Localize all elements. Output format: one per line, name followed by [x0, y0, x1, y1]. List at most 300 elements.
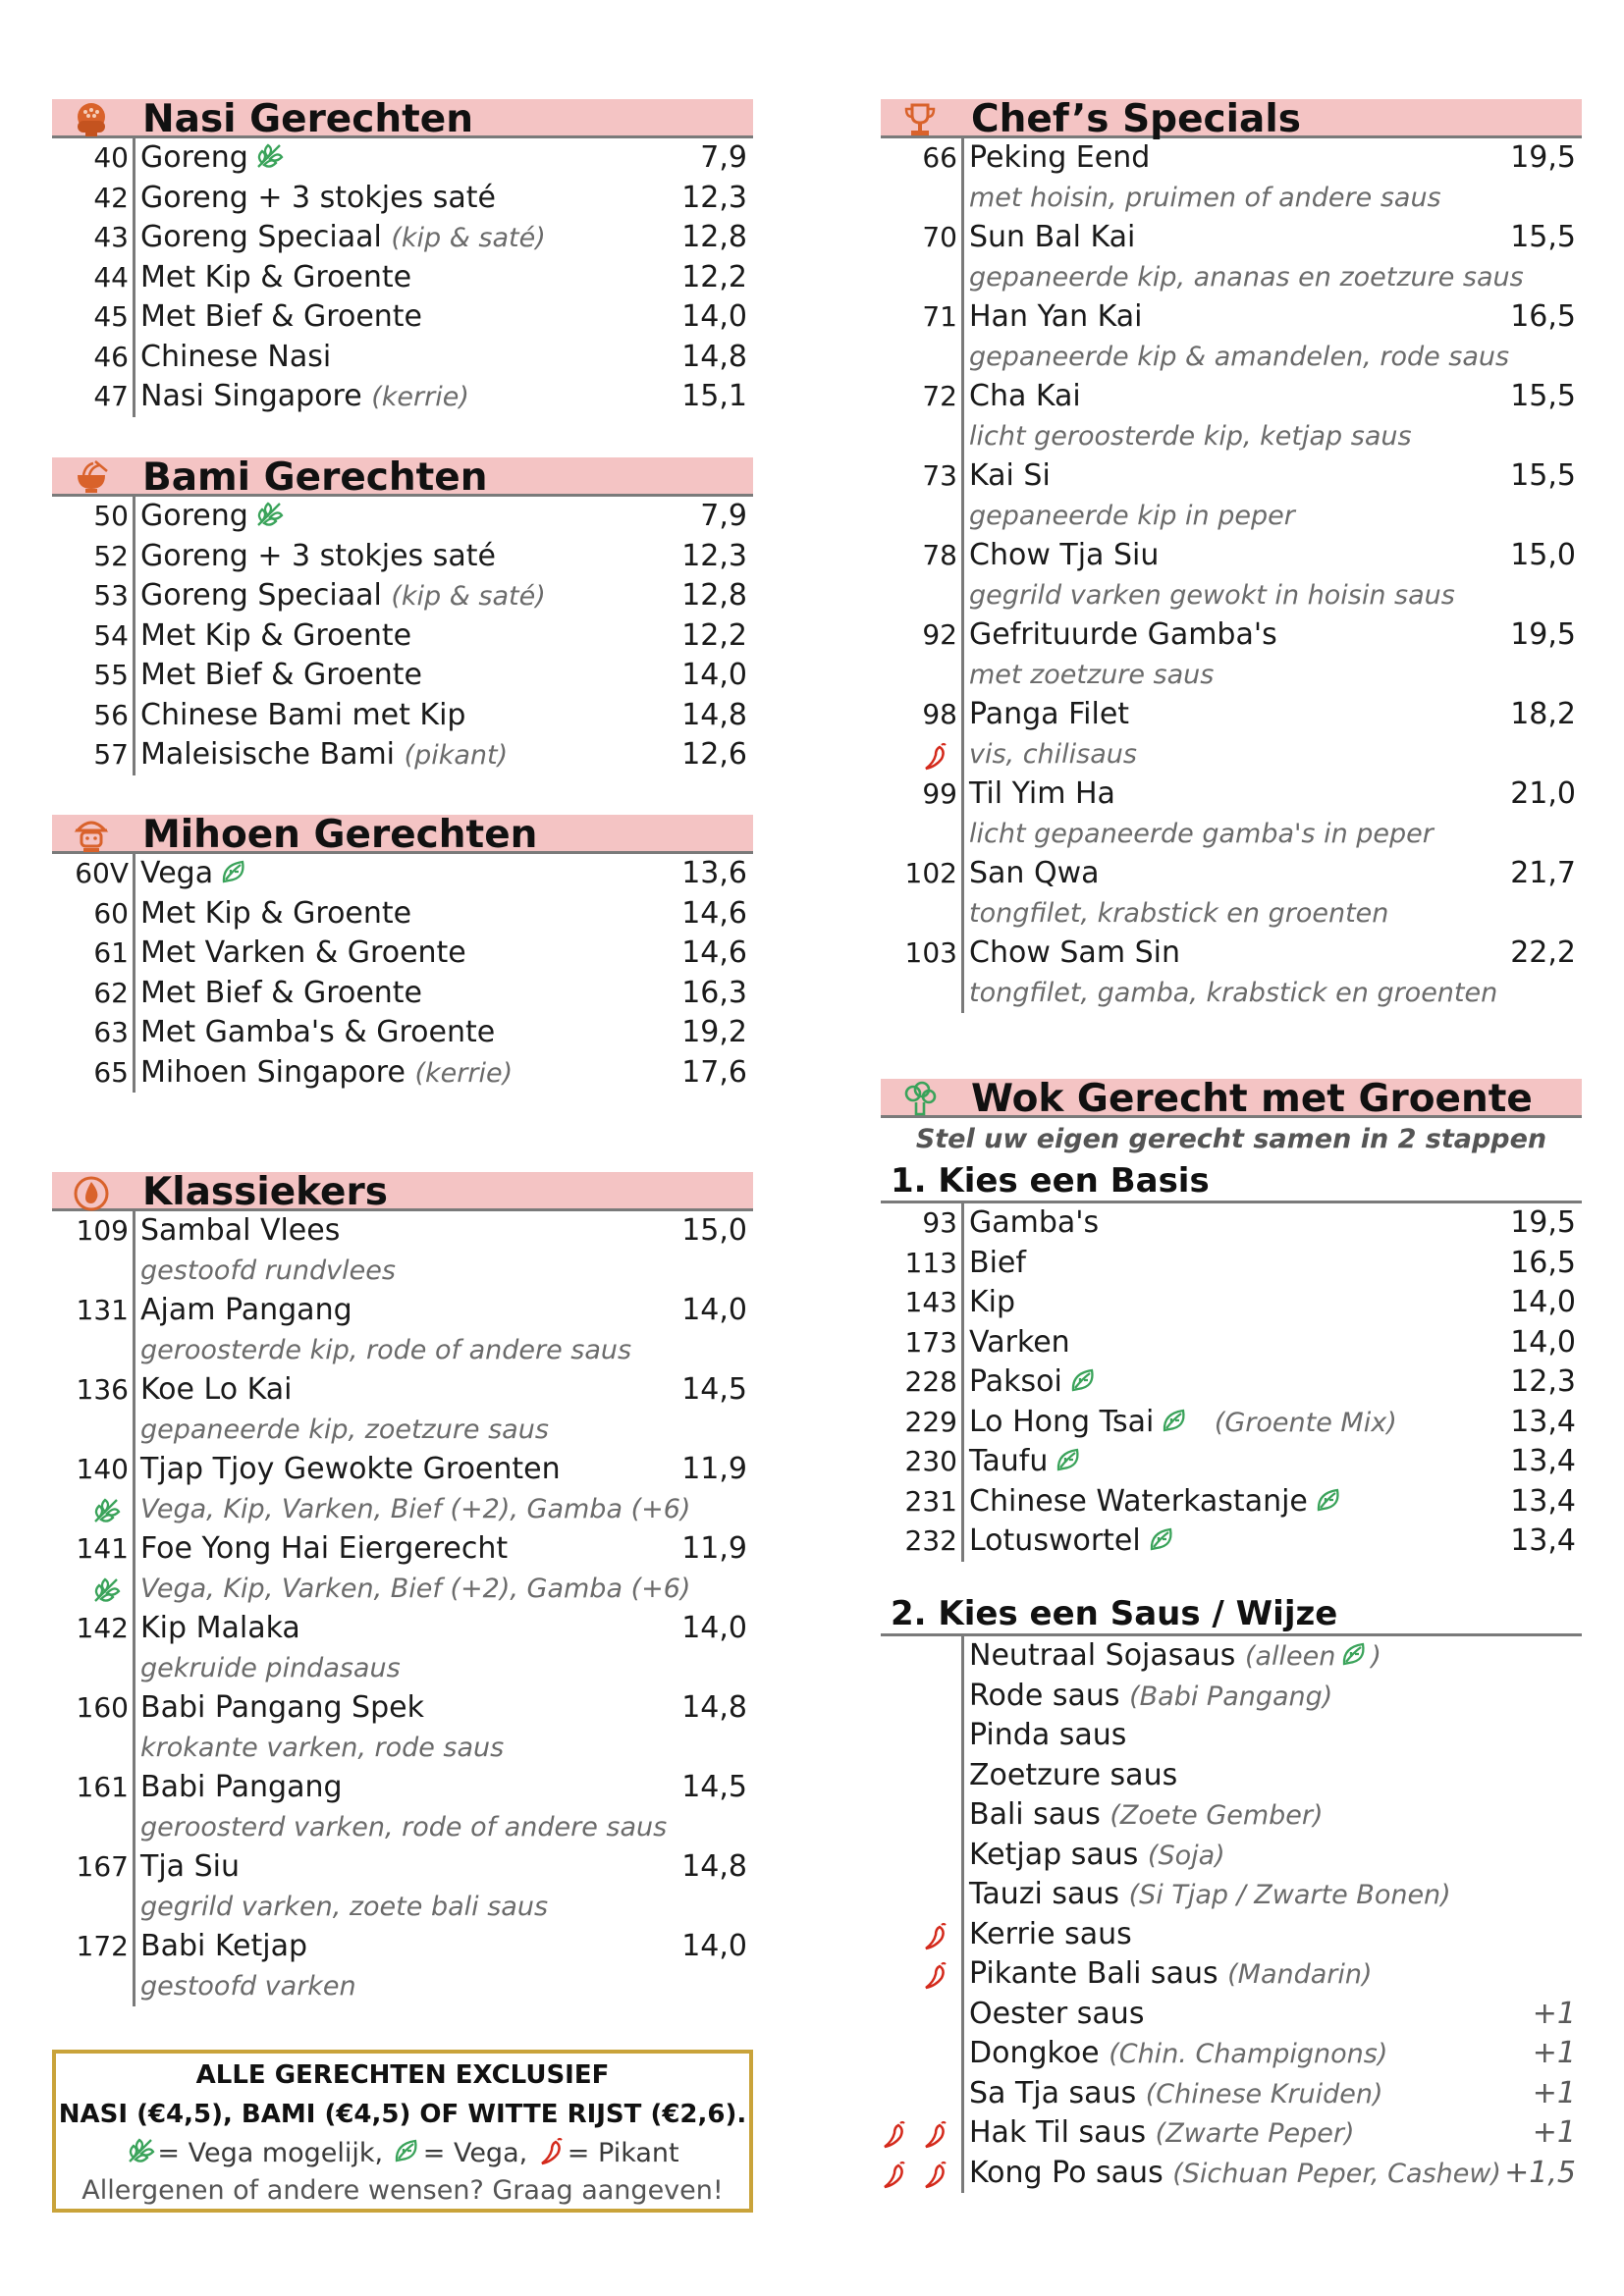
vega-possible-icon	[254, 500, 284, 529]
item-number: 43	[93, 221, 129, 253]
column-divider	[961, 1203, 964, 1562]
sauce-name	[969, 1915, 1132, 1955]
item-price: 14,0	[1510, 1324, 1576, 1360]
item-name: Han Yan Kai	[969, 299, 1143, 334]
item-name	[969, 1442, 1083, 1482]
item-number: 54	[93, 618, 129, 652]
item-price: 17,6	[681, 1054, 747, 1090]
item-name: Babi Pangang	[140, 1770, 343, 1804]
sauce-note: (Sichuan Peper, Cashew)	[1172, 2158, 1501, 2189]
menu-item	[52, 1013, 753, 1053]
menu-item	[52, 735, 753, 775]
item-price: 13,4	[1510, 1523, 1576, 1558]
section-title: Nasi Gerechten	[142, 97, 474, 141]
item-number: 173	[904, 1325, 957, 1359]
item-number: 99	[922, 777, 957, 810]
menu-item	[881, 138, 1582, 179]
item-price: 13,6	[681, 856, 747, 890]
menu-item	[52, 854, 753, 894]
sauce-item	[881, 2154, 1582, 2194]
sauce-note: (Zwarte Peper)	[1155, 2118, 1355, 2149]
section-title: Wok Gerecht met Groente	[971, 1077, 1533, 1121]
item-description-row	[52, 1570, 753, 1610]
menu-item	[881, 1203, 1582, 1244]
item-price: 15,0	[1510, 538, 1576, 572]
item-price: 14,5	[681, 1372, 747, 1407]
item-name-text: Chinese Nasi	[140, 339, 332, 374]
sauce-note: (Chinese Kruiden)	[1145, 2078, 1383, 2109]
menu-item	[52, 1291, 753, 1331]
item-description-row	[52, 1888, 753, 1928]
item-price: 18,2	[1510, 697, 1576, 731]
sauce-name-text: Dongkoe	[969, 2036, 1100, 2070]
menu-item	[52, 338, 753, 378]
sauce-item	[881, 1677, 1582, 1717]
item-price: 21,7	[1510, 856, 1576, 890]
broccoli-icon	[900, 1081, 940, 1118]
item-name: Ajam Pangang	[140, 1293, 352, 1327]
item-name: Sun Bal Kai	[969, 220, 1136, 254]
item-number: 42	[93, 181, 129, 214]
item-number: 71	[922, 300, 957, 333]
item-number: 141	[76, 1532, 129, 1565]
notice-line-2: NASI (€4,5), BAMI (€4,5) OF WITTE RIJST (€2,6).	[58, 2100, 747, 2129]
item-number: 45	[93, 300, 129, 333]
item-price: 13,4	[1510, 1483, 1576, 1519]
menu-item	[52, 1370, 753, 1411]
item-description-row	[881, 815, 1582, 855]
item-number: 50	[93, 500, 129, 532]
item-price: 12,6	[681, 737, 747, 772]
item-description-row	[881, 735, 1582, 775]
item-name-text: Chinese Waterkastanje	[969, 1483, 1308, 1519]
sauce-name	[969, 2074, 1383, 2115]
sauce-name	[969, 2154, 1501, 2195]
item-price: 12,2	[681, 259, 747, 294]
item-name	[140, 258, 411, 298]
item-name-text: Chinese Bami met Kip	[140, 697, 466, 732]
sauce-item	[881, 1915, 1582, 1955]
item-name-text: Nasi Singapore	[140, 379, 362, 413]
item-name: Sambal Vlees	[140, 1213, 341, 1248]
item-description: krokante varken, rode saus	[140, 1732, 505, 1763]
item-description: licht gepaneerde gamba's in peper	[969, 818, 1434, 849]
chili-icon	[879, 2160, 908, 2189]
item-name-text: Goreng Speciaal	[140, 220, 382, 254]
menu-item	[881, 774, 1582, 815]
item-name-text: Met Kip & Groente	[140, 895, 412, 931]
item-name	[140, 179, 496, 219]
vega-possible-icon	[91, 1575, 121, 1605]
item-price: 12,3	[1510, 1364, 1576, 1399]
item-price: 16,5	[1510, 1245, 1576, 1280]
item-description-row	[52, 1967, 753, 2007]
menu-item	[52, 1450, 753, 1490]
item-note: (kerrie)	[371, 382, 469, 412]
menu-item	[52, 656, 753, 696]
item-description-row	[881, 974, 1582, 1014]
item-price: 15,5	[1510, 379, 1576, 413]
item-price: 14,0	[681, 1611, 747, 1645]
item-name: Chow Tja Siu	[969, 538, 1160, 572]
sauce-note: (Mandarin)	[1227, 1959, 1373, 1990]
vega-icon	[1054, 1445, 1083, 1474]
item-description: Vega, Kip, Varken, Bief (+2), Gamba (+6)	[140, 1573, 691, 1604]
item-number: 109	[76, 1214, 129, 1247]
item-name: Chow Sam Sin	[969, 935, 1180, 970]
item-price: 14,0	[681, 299, 747, 334]
item-price: 14,0	[681, 1293, 747, 1327]
item-number: 140	[76, 1453, 129, 1485]
item-number: 47	[93, 380, 129, 412]
item-price: 14,6	[681, 935, 747, 970]
item-name	[969, 1482, 1343, 1522]
menu-item	[881, 1323, 1582, 1363]
item-name	[140, 656, 422, 696]
item-description-row	[881, 258, 1582, 298]
sauce-surcharge: +1	[1532, 2036, 1576, 2070]
step1-heading: 1. Kies een Basis	[881, 1161, 1582, 1203]
item-name: Tja Siu	[140, 1849, 240, 1884]
menu-item	[52, 1609, 753, 1649]
column-divider	[133, 497, 135, 775]
sauce-surcharge: +1,5	[1504, 2155, 1576, 2190]
item-price: 22,2	[1510, 935, 1576, 970]
sauce-name-text: Tauzi saus	[969, 1877, 1120, 1911]
item-name-text: Mihoen Singapore	[140, 1054, 406, 1090]
menu-item	[52, 1053, 753, 1094]
vega-icon	[1339, 1639, 1369, 1669]
sauce-name-text: Sa Tja saus	[969, 2075, 1137, 2110]
section-header	[881, 97, 1582, 141]
sauce-name-text: Ketjap saus	[969, 1837, 1139, 1872]
item-name	[140, 934, 466, 974]
item-note: (Groente Mix)	[1214, 1407, 1397, 1438]
item-number: 167	[76, 1850, 129, 1883]
item-name-text: Gamba's	[969, 1205, 1100, 1240]
item-name	[140, 974, 422, 1014]
menu-item	[52, 1927, 753, 1967]
section-title: Klassiekers	[142, 1170, 388, 1214]
item-name: Babi Pangang Spek	[140, 1690, 424, 1725]
item-number: 228	[904, 1365, 957, 1398]
item-name-text: Kip	[969, 1285, 1016, 1319]
item-description: gestoofd varken	[140, 1970, 356, 2002]
item-number: 78	[922, 539, 957, 571]
item-description: gepaneerde kip & amandelen, rode saus	[969, 341, 1510, 372]
item-description: gepaneerde kip, zoetzure saus	[140, 1414, 549, 1445]
vega-icon	[1160, 1406, 1189, 1435]
item-name	[140, 297, 422, 338]
item-list	[52, 138, 753, 417]
notice-line-1: ALLE GERECHTEN EXCLUSIEF	[195, 2060, 610, 2090]
item-price: 19,5	[1510, 140, 1576, 175]
item-name-text: Paksoi	[969, 1364, 1062, 1399]
sauce-item	[881, 1795, 1582, 1836]
item-name	[969, 1203, 1099, 1244]
menu-item	[52, 258, 753, 298]
menu-item	[881, 1522, 1582, 1562]
item-number: 160	[76, 1691, 129, 1724]
menu-item	[881, 1283, 1582, 1323]
vega-possible-icon	[91, 1496, 121, 1525]
item-price: 21,0	[1510, 776, 1576, 811]
item-name	[140, 854, 248, 894]
menu-item	[881, 934, 1582, 974]
notice-box	[52, 2050, 753, 2213]
rice-bowl-icon	[72, 101, 111, 138]
item-price: 19,5	[1510, 1205, 1576, 1240]
item-name-text: Met Bief & Groente	[140, 658, 423, 692]
menu-item	[52, 138, 753, 179]
item-number: 93	[922, 1206, 957, 1239]
section-title: Chef’s Specials	[971, 97, 1301, 141]
item-price: 15,1	[681, 379, 747, 413]
menu-item	[52, 297, 753, 338]
item-price: 12,2	[681, 617, 747, 653]
noodle-bowl-icon	[72, 459, 111, 497]
menu-item	[52, 576, 753, 616]
item-description: met zoetzure saus	[969, 659, 1215, 690]
menu-item	[52, 179, 753, 219]
item-price: 12,3	[681, 180, 747, 215]
vega-possible-icon	[126, 2136, 155, 2165]
item-name: Cha Kai	[969, 379, 1081, 413]
item-name: Tjap Tjoy Gewokte Groenten	[140, 1452, 561, 1486]
item-description-row	[52, 1649, 753, 1689]
item-price: 14,8	[681, 1849, 747, 1884]
item-price: 13,4	[1510, 1404, 1576, 1439]
sauce-name	[969, 2034, 1387, 2075]
item-number: 72	[922, 380, 957, 412]
section-header	[52, 813, 753, 857]
sauce-name-text: Kerrie saus	[969, 1916, 1132, 1951]
item-description-row	[52, 1490, 753, 1530]
item-number: 230	[904, 1445, 957, 1477]
menu-item	[881, 456, 1582, 497]
item-name-text: Taufu	[969, 1444, 1049, 1478]
sauce-surcharge: +1	[1532, 2075, 1576, 2110]
item-description-row	[881, 179, 1582, 219]
menu-item	[881, 695, 1582, 735]
item-number: 60V	[75, 857, 129, 889]
chili-icon	[920, 1921, 949, 1950]
item-note: (pikant)	[404, 740, 509, 771]
item-price: 19,2	[681, 1015, 747, 1049]
item-number: 60	[93, 896, 129, 930]
sauce-note: (Chin. Champignons)	[1109, 2039, 1388, 2069]
item-description: licht geroosterde kip, ketjap saus	[969, 420, 1412, 452]
item-name-text: Met Kip & Groente	[140, 617, 412, 653]
chili-icon	[920, 741, 949, 771]
vega-possible-icon	[254, 141, 284, 171]
item-description: gekruide pindasaus	[140, 1652, 401, 1683]
item-name: Koe Lo Kai	[140, 1372, 293, 1407]
sauce-item	[881, 2034, 1582, 2074]
item-number: 98	[922, 698, 957, 730]
sauce-name	[969, 1875, 1451, 1916]
menu-item	[881, 1362, 1582, 1403]
item-name: Foe Yong Hai Eiergerecht	[140, 1531, 509, 1566]
item-name-text: Goreng	[140, 140, 248, 175]
menu-item	[52, 1688, 753, 1729]
item-name	[140, 138, 284, 179]
item-number: 62	[93, 976, 129, 1009]
item-price: 14,8	[681, 1690, 747, 1725]
item-description-row	[881, 417, 1582, 457]
sauce-surcharge: +1	[1532, 1996, 1576, 2031]
menu-item	[881, 1244, 1582, 1284]
menu-item	[52, 218, 753, 258]
vega-icon	[219, 857, 248, 886]
item-name-text: Maleisische Bami	[140, 737, 396, 772]
item-number: 172	[76, 1930, 129, 1962]
section-nasi	[52, 99, 753, 417]
menu-item	[881, 1442, 1582, 1482]
item-description: Vega, Kip, Varken, Bief (+2), Gamba (+6)	[140, 1493, 691, 1524]
section-chef	[881, 99, 1582, 1013]
legend-vega: = Vega,	[422, 2138, 528, 2168]
sauce-name	[969, 1756, 1177, 1796]
item-name	[140, 576, 546, 617]
sauce-item	[881, 2074, 1582, 2114]
sauce-name	[969, 1995, 1144, 2035]
item-name: San Qwa	[969, 856, 1100, 890]
item-number: 44	[93, 260, 129, 294]
sauce-item	[881, 1756, 1582, 1796]
item-name-text: Vega	[140, 856, 214, 890]
item-name	[140, 218, 546, 259]
item-name	[969, 1403, 1397, 1444]
section-header	[881, 1077, 1582, 1121]
item-name	[140, 338, 331, 378]
item-number: 113	[904, 1246, 957, 1279]
section-title: Mihoen Gerechten	[142, 813, 538, 857]
legend-vega-possible: = Vega mogelijk,	[157, 2138, 384, 2168]
menu-item	[881, 854, 1582, 894]
menu-item	[52, 1211, 753, 1252]
item-price: 12,8	[681, 578, 747, 613]
item-description: gegrild varken gewokt in hoisin saus	[969, 579, 1455, 611]
item-name-text: Bief	[969, 1245, 1026, 1280]
chili-icon	[920, 2119, 949, 2149]
item-description: tongfilet, gamba, krabstick en groenten	[969, 977, 1498, 1008]
item-number: 131	[76, 1294, 129, 1326]
item-number: 232	[904, 1524, 957, 1557]
menu-item	[52, 616, 753, 657]
sauce-item	[881, 1875, 1582, 1915]
item-number: 61	[93, 936, 129, 969]
vega-icon	[1147, 1524, 1176, 1554]
sauce-note: (alleen	[1244, 1641, 1336, 1672]
item-name-text: Goreng + 3 stokjes saté	[140, 538, 496, 573]
item-description-row	[52, 1252, 753, 1292]
sauce-item	[881, 2113, 1582, 2154]
item-number: 136	[76, 1373, 129, 1406]
item-name	[140, 1013, 495, 1053]
sauce-name	[969, 1636, 1381, 1678]
item-name	[969, 1522, 1176, 1562]
menu-item	[52, 894, 753, 934]
column-divider	[133, 138, 135, 417]
menu-item	[881, 1482, 1582, 1522]
vega-icon	[1068, 1365, 1098, 1395]
item-name-text: Met Kip & Groente	[140, 259, 412, 294]
menu-item	[881, 377, 1582, 417]
notice-line-4: Allergenen of andere wensen? Graag aangeven!	[81, 2175, 724, 2206]
item-name: Panga Filet	[969, 697, 1130, 731]
sauce-name	[969, 1836, 1225, 1877]
item-price: 14,0	[1510, 1285, 1576, 1319]
menu-item	[881, 218, 1582, 258]
item-name	[969, 1323, 1070, 1363]
item-name-text: Goreng	[140, 499, 248, 533]
sauce-name	[969, 1954, 1373, 1996]
item-price: 19,5	[1510, 617, 1576, 652]
menu-item	[52, 497, 753, 537]
section-wok	[881, 1077, 1582, 2190]
item-description: gepaneerde kip in peper	[969, 500, 1295, 531]
item-number: 103	[904, 936, 957, 969]
item-number: 63	[93, 1016, 129, 1048]
item-list	[52, 1211, 753, 2006]
trophy-icon	[900, 101, 940, 138]
item-price: 11,9	[681, 1531, 747, 1566]
item-number: 66	[922, 141, 957, 174]
item-number: 65	[93, 1055, 129, 1089]
item-description-row	[881, 338, 1582, 378]
item-name	[140, 735, 508, 776]
item-name: Til Yim Ha	[969, 776, 1115, 811]
item-price: 14,8	[681, 339, 747, 374]
chili-icon	[536, 2136, 566, 2165]
item-name	[140, 497, 284, 537]
sauce-name-text: Oester saus	[969, 1996, 1145, 2031]
sauce-note-end: )	[1371, 1641, 1381, 1672]
item-name: Kai Si	[969, 458, 1051, 493]
column-divider	[133, 1211, 135, 2006]
item-name-text: Met Bief & Groente	[140, 975, 423, 1010]
sauce-item	[881, 1836, 1582, 1876]
item-price: 14,6	[681, 895, 747, 931]
sauce-name	[969, 2113, 1355, 2155]
item-number: 53	[93, 579, 129, 612]
item-note: (kip & saté)	[391, 223, 546, 253]
item-name-text: Lo Hong Tsai	[969, 1404, 1155, 1439]
legend-spicy: = Pikant	[567, 2138, 679, 2168]
item-number: 143	[904, 1286, 957, 1318]
sauce-list	[881, 1636, 1582, 2193]
item-name	[140, 696, 465, 736]
wok-subtitle: Stel uw eigen gerecht samen in 2 stappen	[915, 1124, 1547, 1154]
item-name-text: Met Bief & Groente	[140, 299, 423, 334]
item-price: 15,0	[681, 1213, 747, 1248]
item-description: met hoisin, pruimen of andere saus	[969, 182, 1441, 213]
item-name: Babi Ketjap	[140, 1929, 308, 1963]
menu-item	[881, 536, 1582, 576]
item-name	[140, 537, 496, 577]
item-price: 7,9	[700, 499, 747, 533]
section-header	[52, 97, 753, 141]
item-description-row	[881, 656, 1582, 696]
item-number: 70	[922, 221, 957, 253]
item-name	[969, 1244, 1026, 1284]
item-price: 13,4	[1510, 1444, 1576, 1478]
sauce-item	[881, 1636, 1582, 1677]
item-name-text: Lotuswortel	[969, 1523, 1141, 1558]
item-list	[881, 138, 1582, 1013]
menu-item	[52, 377, 753, 417]
